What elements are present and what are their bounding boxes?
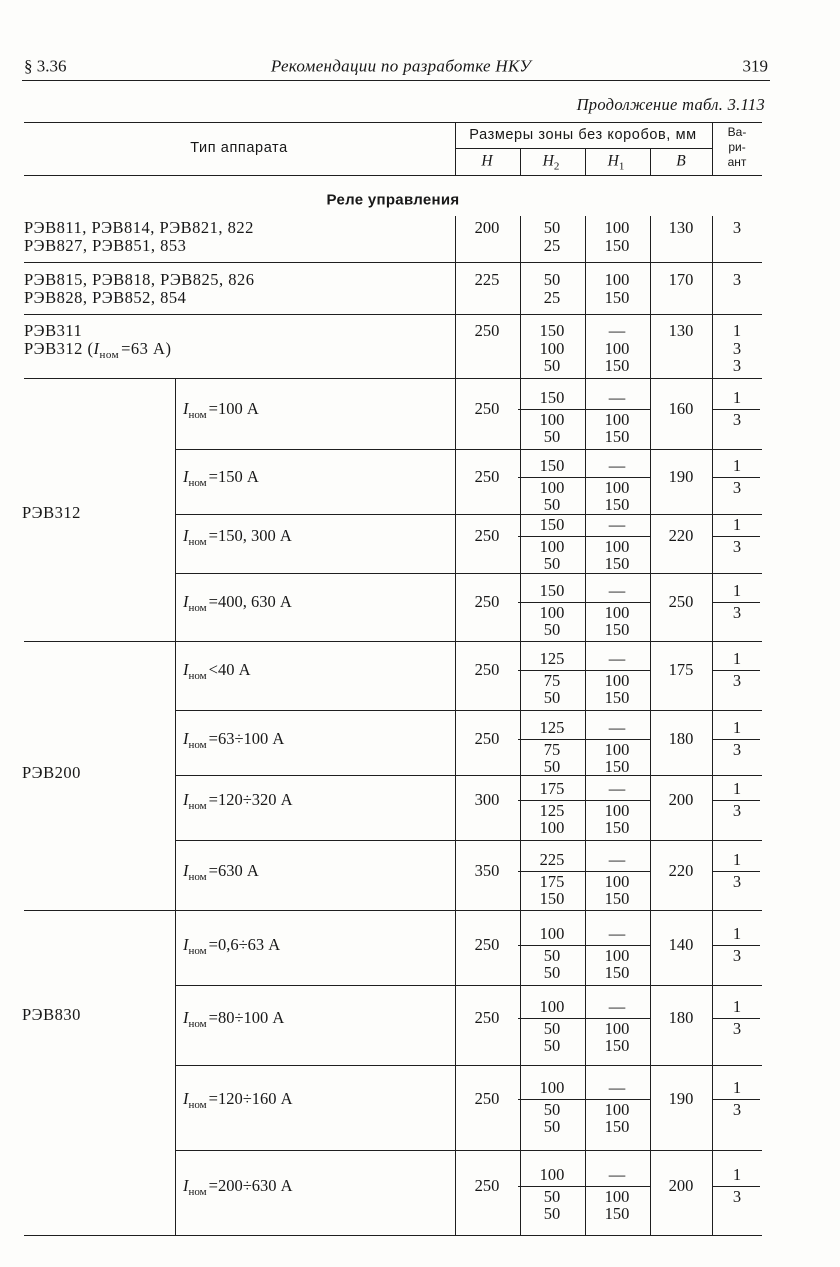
current-condition-subscript: ном <box>188 408 207 421</box>
variant-value: 3 <box>732 1018 742 1038</box>
variant-value: 3 <box>732 217 742 237</box>
b-value: 190 <box>668 1088 694 1108</box>
h1-value: 150 <box>604 888 630 908</box>
h2-value: 100 <box>539 338 565 358</box>
dimension-header-symbol: H <box>607 152 619 170</box>
h2-value: 75 <box>543 739 561 759</box>
running-title: Рекомендации по разработке НКУ <box>270 56 532 76</box>
current-condition-symbol: I <box>183 1088 189 1108</box>
subrow-rule <box>175 710 762 711</box>
current-condition-value: =630 А <box>208 860 259 880</box>
h1-value: — <box>608 1077 626 1097</box>
subrow-rule <box>175 514 762 515</box>
h-value: 250 <box>474 591 500 611</box>
h1-value: — <box>608 580 626 600</box>
device-group-name: РЭВ830 <box>22 1004 81 1024</box>
h2-value: 125 <box>539 648 565 668</box>
h1-value: 100 <box>604 1099 630 1119</box>
h2-value: 50 <box>543 1018 561 1038</box>
h1-value: 150 <box>604 494 630 514</box>
variant-value: 3 <box>732 269 742 289</box>
variant-value: 1 <box>732 778 742 798</box>
current-condition-value: =150 А <box>208 466 259 486</box>
h-value: 250 <box>474 466 500 486</box>
b-value: 220 <box>668 860 694 880</box>
h2-value: 125 <box>539 800 565 820</box>
h1-value: 100 <box>604 338 630 358</box>
subrow-rule <box>175 1150 762 1151</box>
column-divider <box>455 216 456 1235</box>
value-split-rule <box>518 800 650 801</box>
variant-value: 1 <box>732 455 742 475</box>
current-condition-value: =63÷100 А <box>208 728 285 748</box>
subrow-rule <box>175 573 762 574</box>
current-condition-symbol: I <box>183 591 189 611</box>
current-condition-symbol: I <box>183 466 189 486</box>
variant-value: 3 <box>732 871 742 891</box>
current-condition-subscript: ном <box>188 535 207 548</box>
h1-value: 100 <box>604 477 630 497</box>
device-type-prefix: РЭВ311 <box>24 320 83 340</box>
h2-value: 50 <box>543 269 561 289</box>
h2-value: 100 <box>539 923 565 943</box>
h1-value: — <box>608 849 626 869</box>
device-type <box>24 269 255 289</box>
group-rule <box>24 641 762 642</box>
h1-value: — <box>608 717 626 737</box>
h2-value: 50 <box>543 426 561 446</box>
device-type-prefix: РЭВ312 ( <box>24 338 94 358</box>
variant-value: 1 <box>732 849 742 869</box>
variant-value: 1 <box>732 717 742 737</box>
dimension-header-symbol: H <box>481 152 493 170</box>
variant-value: 3 <box>732 739 742 759</box>
b-value: 130 <box>668 217 694 237</box>
subrow-rule <box>175 1065 762 1066</box>
value-split-rule <box>518 536 650 537</box>
h1-value: 100 <box>604 800 630 820</box>
header-divider-type <box>455 122 456 175</box>
h2-value: 100 <box>539 536 565 556</box>
group-rule <box>24 1235 762 1236</box>
h2-value: 50 <box>543 1186 561 1206</box>
value-split-rule <box>518 409 650 410</box>
h2-value: 50 <box>543 355 561 375</box>
current-condition-symbol: I <box>183 789 189 809</box>
header-divider-variant <box>712 122 713 175</box>
device-group-name: РЭВ200 <box>22 762 81 782</box>
current-condition <box>183 659 251 682</box>
h2-value: 50 <box>543 945 561 965</box>
h2-value: 50 <box>543 494 561 514</box>
device-type <box>24 289 186 306</box>
h2-value: 175 <box>539 778 565 798</box>
variant-value: 3 <box>732 602 742 622</box>
h1-value: 150 <box>604 426 630 446</box>
current-condition-value: =200÷630 А <box>208 1175 293 1195</box>
h1-value: 100 <box>604 945 630 965</box>
current-condition-symbol: I <box>183 728 189 748</box>
current-condition <box>183 591 292 614</box>
current-condition-subscript: ном <box>188 1017 207 1030</box>
dimension-header-symbol: B <box>676 152 686 170</box>
current-condition <box>183 398 259 421</box>
column-divider <box>650 216 651 1235</box>
h2-value: 25 <box>543 235 561 255</box>
current-condition-subscript: ном <box>188 944 207 957</box>
subrow-rule <box>175 775 762 776</box>
variant-value: 3 <box>732 1099 742 1119</box>
value-split-rule <box>518 477 650 478</box>
variant-header-line: ри- <box>728 140 746 154</box>
b-value: 220 <box>668 525 694 545</box>
h1-value: 100 <box>604 602 630 622</box>
current-condition-symbol: I <box>183 398 189 418</box>
current-condition <box>183 934 281 957</box>
h-value: 250 <box>474 320 500 340</box>
h-value: 250 <box>474 525 500 545</box>
value-split-rule <box>518 739 650 740</box>
row-rule <box>24 314 762 315</box>
dimension-header <box>676 153 685 169</box>
current-condition <box>183 1088 293 1111</box>
h1-value: 100 <box>604 1186 630 1206</box>
h1-value: 150 <box>604 687 630 707</box>
h2-value: 100 <box>539 409 565 429</box>
b-value: 250 <box>668 591 694 611</box>
variant-header-line: ант <box>727 155 747 169</box>
h2-value: 150 <box>539 455 565 475</box>
current-condition-subscript: ном <box>188 669 207 682</box>
h2-value: 100 <box>539 996 565 1016</box>
device-type-prefix: РЭВ811, РЭВ814, РЭВ821, 822 <box>24 217 254 237</box>
current-condition-symbol: I <box>183 860 189 880</box>
h-value: 250 <box>474 1175 500 1195</box>
dimensions-group-header: Размеры зоны без коробов, мм <box>469 126 697 143</box>
row-rule <box>24 378 762 379</box>
h1-value: — <box>608 1164 626 1184</box>
h2-value: 225 <box>539 849 565 869</box>
h2-value: 175 <box>539 871 565 891</box>
h1-value: 150 <box>604 1035 630 1055</box>
h1-value: — <box>608 455 626 475</box>
h-value: 250 <box>474 728 500 748</box>
column-divider <box>712 216 713 1235</box>
h2-value: 50 <box>543 217 561 237</box>
h1-value: — <box>608 778 626 798</box>
current-condition <box>183 466 259 489</box>
section-number: § 3.36 <box>24 56 67 76</box>
current-condition-value: =80÷100 А <box>208 1007 285 1027</box>
current-condition-value: =400, 630 А <box>208 591 292 611</box>
variant-value: 3 <box>732 945 742 965</box>
h2-value: 100 <box>539 817 565 837</box>
h1-value: 150 <box>604 962 630 982</box>
current-condition-subscript: ном <box>188 870 207 883</box>
h1-value: 100 <box>604 217 630 237</box>
device-type <box>24 320 83 340</box>
h1-value: 150 <box>604 1203 630 1223</box>
h2-value: 100 <box>539 1077 565 1097</box>
b-value: 200 <box>668 1175 694 1195</box>
current-condition-symbol: I <box>183 934 189 954</box>
h2-value: 125 <box>539 717 565 737</box>
table-top-rule <box>24 122 762 123</box>
current-condition-value: =120÷160 А <box>208 1088 293 1108</box>
current-condition <box>183 525 292 548</box>
variant-value: 1 <box>732 996 742 1016</box>
variant-value: 3 <box>732 355 742 375</box>
b-value: 170 <box>668 269 694 289</box>
dimension-header-subscript: 1 <box>618 160 625 173</box>
current-condition <box>183 1175 293 1198</box>
current-condition-subscript: ном <box>188 476 207 489</box>
b-value: 140 <box>668 934 694 954</box>
current-condition <box>183 789 293 812</box>
device-type <box>24 237 186 254</box>
h1-value: 100 <box>604 739 630 759</box>
page-number: 319 <box>742 56 768 76</box>
b-value: 175 <box>668 659 694 679</box>
value-split-rule <box>518 1099 650 1100</box>
h2-value: 50 <box>543 756 561 776</box>
variant-value: 1 <box>732 1164 742 1184</box>
current-condition <box>183 1007 285 1030</box>
h1-value: 150 <box>604 235 630 255</box>
h-value: 350 <box>474 860 500 880</box>
current-condition-subscript: ном <box>188 799 207 812</box>
h1-value: — <box>608 387 626 407</box>
group-rule <box>24 910 762 911</box>
h1-value: 100 <box>604 1018 630 1038</box>
current-condition-subscript: ном <box>188 1098 207 1111</box>
current-condition <box>183 728 285 751</box>
device-type-prefix: РЭВ815, РЭВ818, РЭВ825, 826 <box>24 269 255 289</box>
h2-value: 150 <box>539 387 565 407</box>
column-divider <box>585 216 586 1235</box>
section-title: Реле управления <box>326 191 460 209</box>
variant-header-line: Ва- <box>727 125 747 139</box>
variant-value: 3 <box>732 338 742 358</box>
row-rule <box>24 262 762 263</box>
variant-value: 3 <box>732 800 742 820</box>
variant-value: 1 <box>732 648 742 668</box>
h2-value: 50 <box>543 687 561 707</box>
h-value: 250 <box>474 1088 500 1108</box>
h1-value: 150 <box>604 355 630 375</box>
value-split-rule <box>518 670 650 671</box>
dimension-header <box>607 152 627 173</box>
h1-value: — <box>608 648 626 668</box>
b-value: 190 <box>668 466 694 486</box>
dimension-header <box>481 153 492 169</box>
header-divider-dimension <box>520 148 521 175</box>
h-value: 250 <box>474 934 500 954</box>
header-divider-dimension <box>585 148 586 175</box>
b-value: 180 <box>668 728 694 748</box>
column-divider <box>520 216 521 1235</box>
variant-value: 3 <box>732 536 742 556</box>
b-value: 180 <box>668 1007 694 1027</box>
h2-value: 50 <box>543 553 561 573</box>
h1-value: 100 <box>604 269 630 289</box>
h1-value: 150 <box>604 817 630 837</box>
h2-value: 150 <box>539 514 565 534</box>
current-condition-symbol: I <box>183 525 189 545</box>
h-value: 300 <box>474 789 500 809</box>
device-type-subscript: ном <box>99 348 120 361</box>
value-split-rule <box>518 1018 650 1019</box>
b-value: 160 <box>668 398 694 418</box>
b-value: 200 <box>668 789 694 809</box>
h2-value: 100 <box>539 1164 565 1184</box>
h2-value: 50 <box>543 1099 561 1119</box>
device-type-symbol: I <box>93 338 100 358</box>
h2-value: 75 <box>543 670 561 690</box>
dimensions-header-rule <box>455 148 712 149</box>
subrow-rule <box>175 985 762 986</box>
device-type-prefix: РЭВ828, РЭВ852, 854 <box>24 287 187 307</box>
header-divider-dimension <box>650 148 651 175</box>
current-condition-value: <40 А <box>208 659 251 679</box>
h1-value: 150 <box>604 287 630 307</box>
variant-value: 1 <box>732 580 742 600</box>
subrow-rule <box>175 449 762 450</box>
value-split-rule <box>518 871 650 872</box>
h1-value: 150 <box>604 1116 630 1136</box>
h2-value: 50 <box>543 1203 561 1223</box>
variant-value: 3 <box>732 477 742 497</box>
current-condition <box>183 860 259 883</box>
h2-value: 50 <box>543 1035 561 1055</box>
h1-value: — <box>608 996 626 1016</box>
h1-value: — <box>608 320 626 340</box>
variant-value: 1 <box>732 320 742 340</box>
variant-value: 1 <box>732 1077 742 1097</box>
table-header-bottom-rule <box>24 175 762 176</box>
h-value: 250 <box>474 659 500 679</box>
h2-value: 50 <box>543 962 561 982</box>
device-group-name: РЭВ312 <box>22 502 81 522</box>
h1-value: 150 <box>604 553 630 573</box>
h-value: 250 <box>474 1007 500 1027</box>
device-type <box>24 217 254 237</box>
group-divider <box>175 378 176 1235</box>
h1-value: 100 <box>604 670 630 690</box>
current-condition-value: =150, 300 А <box>208 525 292 545</box>
table-continuation-note: Продолжение табл. 3.113 <box>576 94 765 114</box>
variant-value: 3 <box>732 670 742 690</box>
current-condition-value: =0,6÷63 А <box>208 934 281 954</box>
h2-value: 50 <box>543 619 561 639</box>
device-type-prefix: РЭВ827, РЭВ851, 853 <box>24 235 187 255</box>
h2-value: 50 <box>543 1116 561 1136</box>
h1-value: 100 <box>604 536 630 556</box>
h1-value: — <box>608 514 626 534</box>
current-condition-value: =100 А <box>208 398 259 418</box>
h1-value: — <box>608 923 626 943</box>
value-split-rule <box>518 1186 650 1187</box>
current-condition-subscript: ном <box>188 1185 207 1198</box>
device-type-value: =63 А) <box>121 338 172 358</box>
type-column-header: Тип аппарата <box>190 139 288 156</box>
h-value: 250 <box>474 398 500 418</box>
variant-value: 1 <box>732 923 742 943</box>
current-condition-symbol: I <box>183 1175 189 1195</box>
dimension-header <box>542 152 562 173</box>
h1-value: 100 <box>604 409 630 429</box>
h2-value: 100 <box>539 602 565 622</box>
b-value: 130 <box>668 320 694 340</box>
h1-value: 100 <box>604 871 630 891</box>
dimension-header-subscript: 2 <box>553 160 560 173</box>
h2-value: 150 <box>539 580 565 600</box>
h-value: 200 <box>474 217 500 237</box>
current-condition-subscript: ном <box>188 601 207 614</box>
value-split-rule <box>518 945 650 946</box>
h2-value: 25 <box>543 287 561 307</box>
h2-value: 150 <box>539 320 565 340</box>
h-value: 225 <box>474 269 500 289</box>
value-split-rule <box>518 602 650 603</box>
h1-value: 150 <box>604 619 630 639</box>
device-type <box>24 338 172 361</box>
current-condition-value: =120÷320 А <box>208 789 293 809</box>
h2-value: 100 <box>539 477 565 497</box>
h1-value: 150 <box>604 756 630 776</box>
variant-value: 3 <box>732 409 742 429</box>
subrow-rule <box>175 840 762 841</box>
current-condition-subscript: ном <box>188 738 207 751</box>
variant-value: 1 <box>732 387 742 407</box>
dimension-header-symbol: H <box>542 152 554 170</box>
variant-value: 3 <box>732 1186 742 1206</box>
h2-value: 150 <box>539 888 565 908</box>
current-condition-symbol: I <box>183 659 189 679</box>
current-condition-symbol: I <box>183 1007 189 1027</box>
variant-value: 1 <box>732 514 742 534</box>
